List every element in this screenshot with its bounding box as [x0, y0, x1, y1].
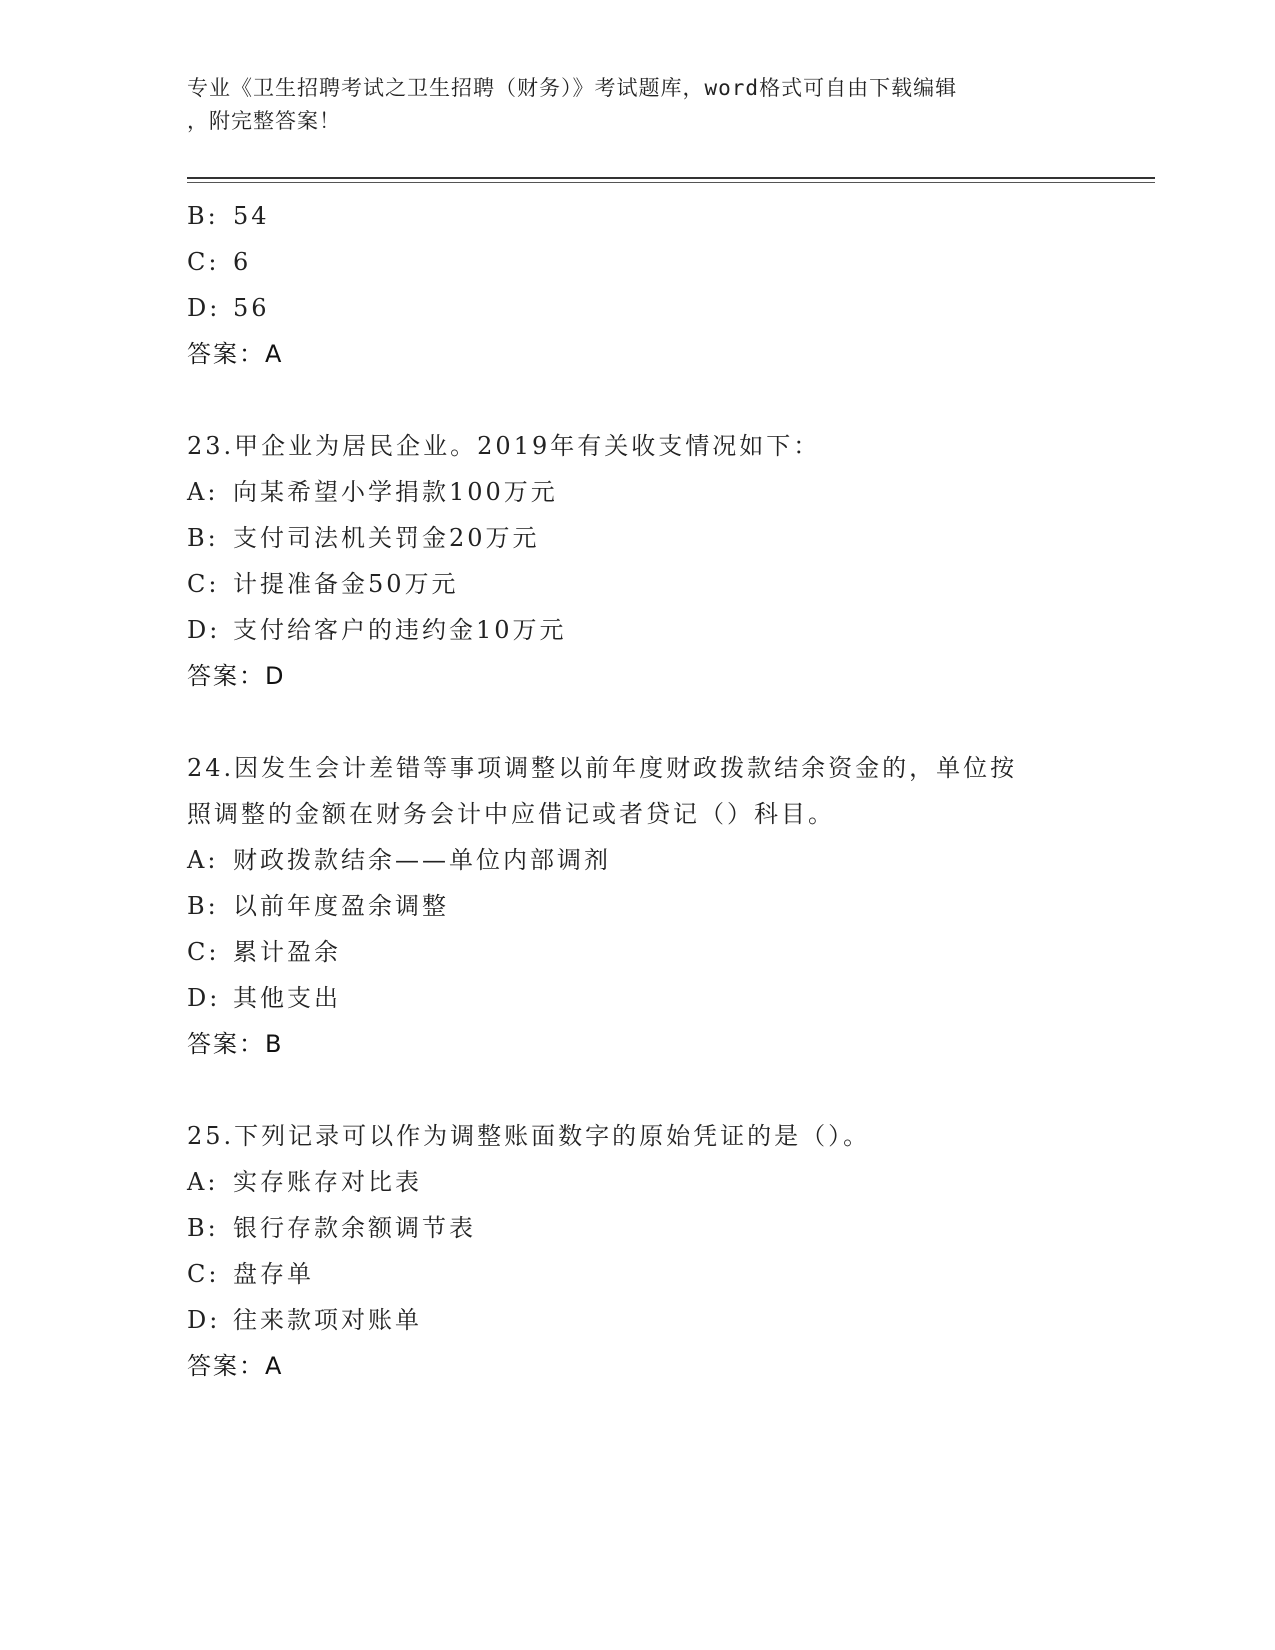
answer-line: 答案：A — [187, 340, 284, 368]
option-key: A: — [187, 478, 219, 506]
option-a — [187, 837, 1155, 883]
spacer — [187, 377, 1155, 423]
question-stem: 23.甲企业为居民企业。2019年有关收支情况如下： — [187, 432, 821, 460]
spacer — [187, 699, 1155, 745]
question-stem-continued: 照调整的金额在财务会计中应借记或者贷记（）科目。 — [187, 800, 835, 828]
option-text: 往来款项对账单 — [233, 1306, 422, 1334]
option-key: B: — [187, 202, 219, 230]
option-text: 支付给客户的违约金10万元 — [233, 616, 567, 644]
option-b — [187, 193, 1155, 239]
option-text: 向某希望小学捐款100万元 — [233, 478, 558, 506]
option-text: 累计盈余 — [233, 938, 341, 966]
option-key: C: — [187, 248, 220, 276]
header-line-2: ，附完整答案！ — [187, 109, 341, 133]
option-key: B: — [187, 1214, 219, 1242]
question-23 — [187, 423, 1155, 699]
option-c — [187, 239, 1155, 285]
document-header — [187, 72, 1087, 138]
option-text: 盘存单 — [233, 1260, 314, 1288]
option-key: D: — [187, 616, 221, 644]
option-text: 财政拨款结余——单位内部调剂 — [233, 846, 611, 874]
option-key: C: — [187, 1260, 220, 1288]
answer-line: 答案：B — [187, 1030, 284, 1058]
option-text: 6 — [233, 248, 252, 276]
option-text: 以前年度盈余调整 — [233, 892, 449, 920]
option-key: D: — [187, 294, 221, 322]
option-b — [187, 1205, 1155, 1251]
option-c — [187, 1251, 1155, 1297]
option-c — [187, 561, 1155, 607]
question-stem: 25.下列记录可以作为调整账面数字的原始凭证的是（）。 — [187, 1122, 871, 1150]
option-a — [187, 1159, 1155, 1205]
spacer — [187, 1067, 1155, 1113]
option-key: A: — [187, 1168, 219, 1196]
header-divider-thick — [187, 177, 1155, 179]
option-text: 支付司法机关罚金20万元 — [233, 524, 540, 552]
question-22-continuation — [187, 193, 1155, 377]
option-text: 其他支出 — [233, 984, 341, 1012]
option-text: 银行存款余额调节表 — [233, 1214, 476, 1242]
option-key: B: — [187, 524, 219, 552]
option-key: A: — [187, 846, 219, 874]
option-b — [187, 883, 1155, 929]
question-list — [187, 193, 1155, 1389]
header-line-1: 专业《卫生招聘考试之卫生招聘（财务）》考试题库，word格式可自由下载编辑 — [187, 76, 958, 100]
option-d — [187, 607, 1155, 653]
option-key: D: — [187, 1306, 221, 1334]
option-text: 计提准备金50万元 — [233, 570, 459, 598]
option-text: 56 — [233, 294, 270, 322]
question-24 — [187, 745, 1155, 1067]
option-c — [187, 929, 1155, 975]
option-text: 54 — [233, 202, 270, 230]
option-key: C: — [187, 570, 220, 598]
option-d — [187, 1297, 1155, 1343]
option-d — [187, 975, 1155, 1021]
answer-line: 答案：D — [187, 662, 286, 690]
option-key: C: — [187, 938, 220, 966]
option-b — [187, 515, 1155, 561]
option-key: B: — [187, 892, 219, 920]
header-divider-thin — [187, 182, 1155, 183]
option-key: D: — [187, 984, 221, 1012]
option-text: 实存账存对比表 — [233, 1168, 422, 1196]
option-d — [187, 285, 1155, 331]
question-stem: 24.因发生会计差错等事项调整以前年度财政拨款结余资金的，单位按 — [187, 754, 1018, 782]
question-25 — [187, 1113, 1155, 1389]
answer-line: 答案：A — [187, 1352, 284, 1380]
option-a — [187, 469, 1155, 515]
